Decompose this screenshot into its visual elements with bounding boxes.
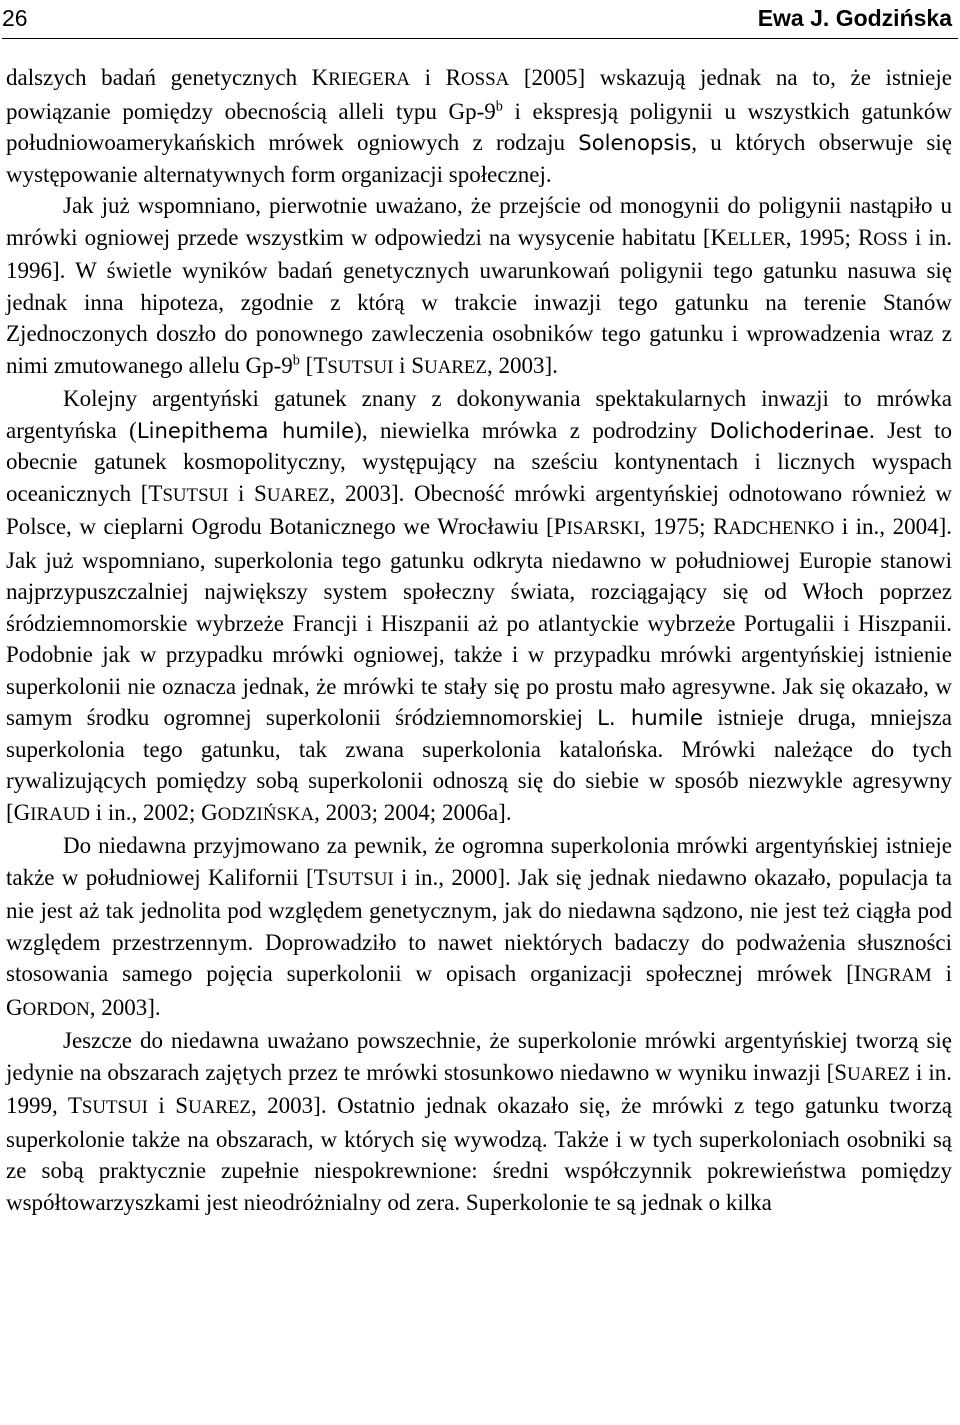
body-text: [6, 62, 952, 1218]
paragraph-5: Jeszcze do niedawna uważano powszechnie, że superkolonie mrówki argentyńskiej tworzą się jedynie na obszarach zajętych przez te mrówki stosunkowo niedawno w wyniku inwazji [SUAREZ i in. 1999, TSUTSUI i SUAREZ, 2003]. Ostatnio jednak okazało się, że mrówki z tego gatunku tworzą superkolonie także na obszarach, w których się wywodzą. Także i w tych superkoloniach osobniki są ze sobą praktycznie zupełnie niespokrewnione: średni współczynnik pokrewieństwa pomiędzy współtowarzyszkami jest nieodróżnialny od zera. Superkolonie te są jednak o kilka: [6, 1028, 953, 1215]
page-header: [0, 0, 960, 44]
paragraph-1: dalszych badań genetycznych KRIEGERA i ROSSA [2005] wskazują jednak na to, że istnieje powiązanie pomiędzy obecnością alleli typu Gp-9$^b$ i ekspresją poligynii u wszystkich gatunków południowoamerykańskich mrówek ogniowych z rodzaju Solenopsis, u których obserwuje się występowanie alternatywnych form organizacji społecznej.: [6, 65, 952, 187]
page-number: 26: [2, 5, 28, 31]
paragraph-4: Do niedawna przyjmowano za pewnik, że ogromna superkolonia mrówki argentyńskiej istnieje także w południowej Kalifornii [TSUTSUI i in., 2000]. Jak się jednak niedawno okazało, populacja ta nie jest aż tak jednolita pod względem genetycznym, jak do niedawna sądzono, nie jest też ciągła pod względem przestrzennym. Doprowadziło to nawet niektórych badaczy do podważenia słuszności stosowania samego pojęcia superkolonii w opisach organizacji społecznej mrówek [INGRAM i GORDON, 2003].: [6, 833, 952, 1020]
paragraph-3: Kolejny argentyński gatunek znany z dokonywania spektakularnych inwazji to mrówka argentyńska (Linepithema humile), niewielka mrówka z podrodziny Dolichoderinae. Jest to obecnie gatunek kosmopolityczny, występujący na sześciu kontynentach i licznych wyspach oceanicznych [TSUTSUI i SUAREZ, 2003]. Obecność mrówki argentyńskiej odnotowano również w Polsce, w cieplarni Ogrodu Botanicznego we Wrocławiu [PISARSKI, 1975; RADCHENKO i in., 2004]. Jak już wspomniano, superkolonia tego gatunku odkryta niedawno w południowej Europie stanowi najprzypuszczalniej największy system społeczny świata, rozciągający się od Włoch poprzez śródziemnomorskie wybrzeże Francji i Hiszpanii aż po atlantyckie wybrzeże Portugalii i Hiszpanii. Podobnie jak w przypadku mrówki ogniowej, także i w przypadku mrówki argentyńskiej istnienie superkolonii nie oznacza jednak, że mrówki te stały się po prostu mało agresywne. Jak się okazało, w samym środku ogromnej superkolonii śródziemnomorskiej L. humile istnieje druga, mniejsza superkolonia tego gatunku, tak zwana superkolonia katalońska. Mrówki należące do tych rywalizujących pomiędzy sobą superkolonii odnoszą się do siebie w sposób niezwykle agresywny [GIRAUD i in., 2002; GODZIŃSKA, 2003; 2004; 2006a].: [6, 386, 953, 825]
running-head-author: Ewa J. Godzińska: [757, 5, 952, 31]
header-rule: [2, 38, 958, 39]
paragraph-2: Jak już wspomniano, pierwotnie uważano, że przejście od monogynii do poligynii nastąpiło u mrówki ogniowej przede wszystkim w odpowiedzi na wysycenie habitatu [KELLER, 1995; ROSS i in. 1996]. W świetle wyników badań genetycznych uwarunkowań poligynii tego gatunku nasuwa się jednak inna hipoteza, zgodnie z którą w trakcie inwazji tego gatunku na terenie Stanów Zjednoczonych doszło do ponownego zawleczenia osobników tego gatunku i wprowadzenia wraz z nimi zmutowanego allelu Gp-9$^b$ [TSUTSUI i SUAREZ, 2003].: [6, 193, 953, 378]
